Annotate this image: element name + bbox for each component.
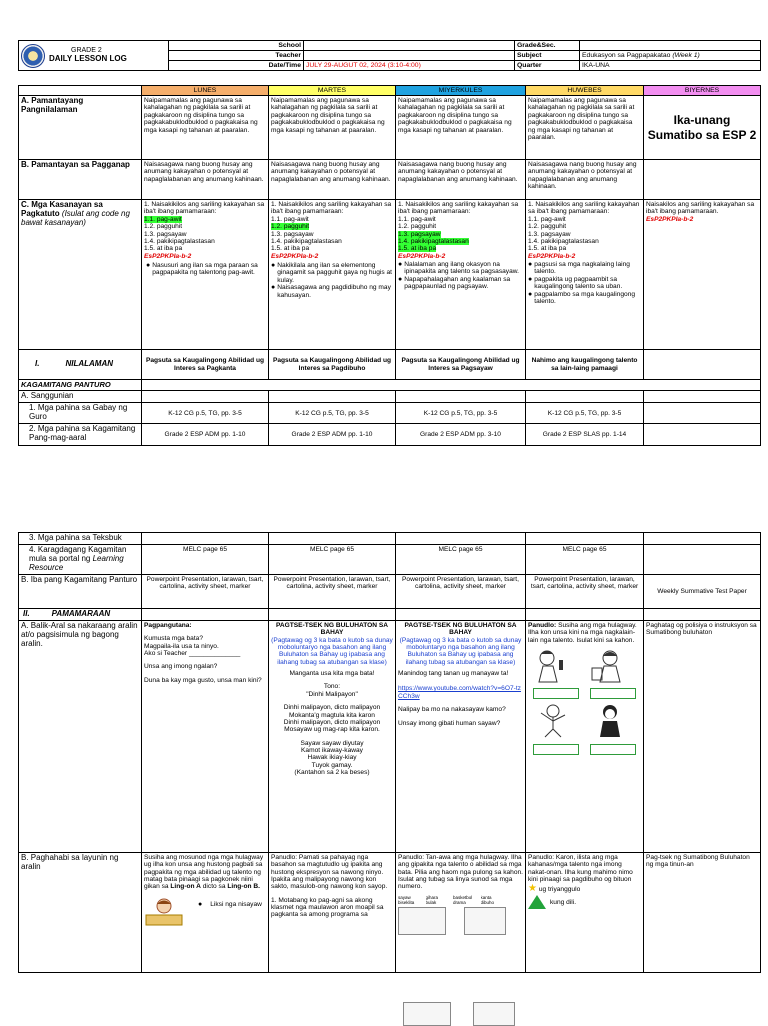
cell-tue: K-12 CG p.5, TG, pp. 3-5 [269,403,396,424]
row-label: A. Sanggunian [19,391,142,403]
cell-mon: Susiha ang mosunod nga mga hulagway ug ilha kon unsa ang hustong pagbati sa pagpakita ng mga abilidad ug talento ng matag bata pinaagi sa pagkonek niini gikan sa Ling-on A dicto sa Ling-on B. ● Liksi nga nisayaw [142,852,269,972]
child-dancing-picture [533,703,573,739]
cell-thu: Naisasagawa nang buong husay ang anumang kakayahan o potensyal at napaglalabanan ang anumang kahinaan. [526,160,644,200]
row-label: 3. Mga pahina sa Teksbuk [19,533,142,545]
cell-fri: Naisakilos ang sariling kakayahan sa iba't ibang pamamaraan. EsP2PKPIa-b-2 [644,200,761,350]
row-label: KAGAMITANG PANTURO [19,380,142,391]
triangle-icon [528,895,546,909]
cell-fri [644,350,761,380]
row-teksbuk [19,533,761,545]
row-pamantayan-sa-pagganap [19,160,761,200]
row-label: C. Mga Kasanayan sa Pagkatuto (Isulat ang code ng bawat kasanayan) [19,200,142,350]
cell-mon: Grade 2 ESP ADM pp. 1-10 [142,424,269,446]
cell-wed: Grade 2 ESP ADM pp. 3-10 [396,424,526,446]
cell-wed: K-12 CG p.5, TG, pp. 3-5 [396,403,526,424]
children-picture [398,907,446,935]
cell-mon: K-12 CG p.5, TG, pp. 3-5 [142,403,269,424]
row-balik-aral [19,620,761,852]
cell-fri-summative-title: Ika-unang Sumatibo sa ESP 2 [644,96,761,160]
cell-wed: Pagsuta sa Kaugalingong Abilidad ug Interes sa Pagsayaw [396,350,526,380]
row-label: B. Paghahabi sa layunin ng aralin [19,852,142,972]
row-mga-kasanayan [19,200,761,350]
cell-mon: Pagpangutana: Kumusta mga bata? Magpaila-ila usa ta ninyo. Ako si Teacher ______________ Unsa ang imong ngalan? Duna ba kay mga gusto, unsa man kini? [142,620,269,852]
cell-fri: Pag-tsek ng Sumatibong Buluhaton ng mga tinun-an [644,852,761,972]
row-sanggunian [19,391,761,403]
child-reading-picture [473,1002,515,1026]
subject-value: Edukasyon sa Pagpapakatao (Week 1) [580,51,761,61]
lesson-table-page2 [18,532,761,973]
cell-thu: Powerpoint Presentation, larawan, tsart, cartolina, activity sheet, marker [526,574,644,608]
cell-tue: 1. Naisakikilos ang sariling kakayahan sa iba't ibang pamamaraan: 1.1. pag-awit 1.2. pagguhit 1.3. pagsayaw 1.4. pakikipagtalastasan 1.5. at iba pa EsP2PKPIa-b-2 ● Nakikilala ang ilan sa elementong ginagamit sa pagguhit gaya ng hugis at kulay. ● Naisasagawa ang pagdidibuho ng may kahusayan. [269,200,396,350]
row-label: 4. Karagdagang Kagamitan mula sa portal ng Learning Resource [19,544,142,574]
star-icon: ★ [528,883,537,895]
teacher-label: Teacher [169,51,304,61]
cell-wed: 1. Naisakikilos ang sariling kakayahan sa iba't ibang pamamaraan: 1.1. pag-awit 1.2. pagguhit 1.3. pagsayaw 1.4. pakikipagtalastasan 1.5. at iba pa EsP2PKPIa-b-2 ● Nalalaman ang ilang okasyon na ipinapakita ang talento sa pagsasayaw. ● Napapahalagahan ang kaalaman sa pagpapaunlad ng pagsayaw. [396,200,526,350]
answer-box[interactable] [533,744,579,755]
header-table [18,40,761,71]
cell-tue: Naipamamalas ang pagunawa sa kahalagahan ng pagkilala sa sarili at pagkakaroon ng disiplina tungo sa pagkakabuklodbuklod o pagkakaisa ng mga kasapi ng tahanan at paaralan. [269,96,396,160]
row-karagdagang-kagamitan [19,544,761,574]
child-drawing-picture [590,648,630,684]
day-mon: LUNES [142,86,269,96]
lesson-log-top [18,40,760,446]
cell-thu: MELC page 65 [526,544,644,574]
answer-box[interactable] [590,744,636,755]
cell-thu: Grade 2 ESP SLAS pp. 1-14 [526,424,644,446]
cell-fri [644,403,761,424]
school-label: School [169,41,304,51]
cell-thu: K-12 CG p.5, TG, pp. 3-5 [526,403,644,424]
quarter-value: IKA-UNA [580,61,761,71]
cell-tue: MELC page 65 [269,544,396,574]
answer-box[interactable] [533,688,579,699]
deped-seal-cell [19,41,169,71]
cell-tue: Powerpoint Presentation, larawan, tsart, cartolina, activity sheet, marker [269,574,396,608]
cell-mon: Powerpoint Presentation, larawan, tsart, cartolina, activity sheet, marker [142,574,269,608]
day-tue: MARTES [269,86,396,96]
cell-mon: MELC page 65 [142,544,269,574]
lesson-table-page1 [18,85,761,446]
lesson-log-bottom [18,532,760,973]
subject-label: Subject [515,51,580,61]
word-box: sayaw gihara basketbol kanta biseklita bulak drama dibuho [398,894,495,905]
cell-mon: Pagsuta sa Kaugalingong Abilidad ug Interes sa Pagkanta [142,350,269,380]
day-fri: BIYERNES [644,86,761,96]
teacher-field[interactable] [304,51,515,61]
cell-fri [644,160,761,200]
cell-tue: Panudlo: Pamati sa pahayag nga basahon sa magtutudlo ug ipakita ang hustong ekspresyon sa nawong ninyo. Ipakita ang malipayong nawong kon sakto, masulob-ong nawong kon sayop. 1. Motabang ko pag-agni sa akong klasmet nga maulawon aron moapil sa pagkanta sa among programa sa [269,852,396,972]
log-title: DAILY LESSON LOG [49,53,127,63]
cell-wed: PAGTSE-TSEK NG BULUHATON SA BAHAY (Pagtawag og 3 ka bata o kutob sa dunay moboluntaryo nga basahon ang ilang Buluhaton sa Bahay ug ipabasa ang ilahang tubag sa atubangan sa klase) Manindog tang tanan ug manayaw ta! https://www.youtube.com/watch?v=6O7-tzCCh3w Nalipay ba mo na nakasayaw kamo? Unsay imong gibati human sayaw? [396,620,526,852]
cell-mon: Naisasagawa nang buong husay ang anumang kakayahan o potensyal at napaglalabanan ang anumang kahinaan. [142,160,269,200]
cell-thu: Panudlo: Susiha ang mga hulagway. Ilha kon unsa kini na mga nagkalain-lain nga talento. Isulat kini sa kahon. [526,620,644,852]
gradesec-label: Grade&Sec. [515,41,580,51]
day-wed: MIYERKULES [396,86,526,96]
cell-thu: Naipamamalas ang pagunawa sa kahalagahan ng pagkilala sa sarili at pagkakaroon ng disiplina tungo sa pagkakabuklodbuklod o pagkakaisa ng mga kasapi ng tahanan at paaralan. [526,96,644,160]
cell-tue: Grade 2 ESP ADM pp. 1-10 [269,424,396,446]
cell-thu: 1. Naisakikilos ang sariling kakayahan sa iba't ibang pamamaraan: 1.1. pag-awit 1.2. pagguhit 1.3. pagsayaw 1.4. pakikipagtalastasan 1.5. at iba pa EsP2PKPIa-b-2 ● pagsusi sa mga nagkalaing laing talento. ● pagpakita ug pagpaambit sa kaugalingong talento sa uban. ● pagpalambo sa mga kaugalingong talento. [526,200,644,350]
row-kagamitang-panturo [19,380,761,391]
row-gabay-ng-guro [19,403,761,424]
row-paghahabi [19,852,761,972]
deped-seal-icon [21,44,45,68]
cell-fri: Weekly Summative Test Paper [644,574,761,608]
row-label: A. Balik-Aral sa nakaraang aralin at/o pagsisimula ng bagong aralin. [19,620,142,852]
child-picture [464,907,506,935]
cell-thu: Panudlo: Karon, ilista ang mga kahanas/mga talento nga imong nakat-onan. Ilha kung mahimo nimo kini pinaagi sa pagdibuho og bituon ★ ug triyanggulo kung dili. [526,852,644,972]
row-label: A. Pamantayang Pangnilalaman [19,96,142,160]
cell-fri [644,544,761,574]
grade-label: GRADE 2 [71,47,102,55]
cell-tue: PAGTSE-TSEK NG BULUHATON SA BAHAY (Pagtawag og 3 ka bata o kutob sa dunay moboluntaryo nga basahon ang ilang Buluhaton sa Bahay ug ipabasa ang ilahang tubag sa atubangan sa klase) Manganta usa kita mga bata! Tono: "Dinhi Malipayon" Dinhi malipayon, dicto malipayon Mokanta'g magtula kita karon Dinhi malipayon, dicto malipayon Mosayaw ug mag-rap kita karon. Sayaw sayaw diyutay Kamot ikaway-kaway Hawak ikiay-kiay Tuyok gamay. (Kantahon sa 2 ka beses) [269,620,396,852]
cell-tue: Naisasagawa nang buong husay ang anumang kakayahan o potensyal at napaglalabanan ang anumang kahinaan. [269,160,396,200]
child-singing-picture [533,648,573,684]
cell-tue: Pagsuta sa Kaugalingong Abilidad ug Interes sa Pagdibuho [269,350,396,380]
cell-wed: Naipamamalas ang pagunawa sa kahalagahan ng pagkilala sa sarili at pagkakaroon ng disiplina tungo sa pagkakabuklodbuklod o pagkakaisa ng mga kasapi ng tahanan at paaralan. [396,96,526,160]
school-field[interactable] [304,41,515,51]
cell-fri [644,424,761,446]
gradesec-field[interactable] [580,41,761,51]
cell-fri: Paghatag og polisiya o instruksyon sa Sumatibong buluhaton [644,620,761,852]
row-label: 2. Mga pahina sa Kagamitang Pang-mag-aaral [19,424,142,446]
row-nilalaman [19,350,761,380]
answer-box[interactable] [590,688,636,699]
cell-thu: Nahimo ang kaugalingong talento sa lain-laing pamaagi [526,350,644,380]
youtube-link[interactable]: https://www.youtube.com/watch?v=6O7-tzCCh3w [398,685,521,700]
cell-wed: Naisasagawa nang buong husay ang anumang kakayahan o potensyal at napaglalabanan ang anumang kahinaan. [396,160,526,200]
cell-mon: Naipamamalas ang pagunawa sa kahalagahan ng pagkilala sa sarili at pagkakaroon ng disiplina tungo sa pagkakabuklodbuklod o pagkakaisa ng mga kasapi ng tahanan at paaralan. [142,96,269,160]
children-playing-picture [403,1002,451,1026]
row-pamantayang-pangnilalaman [19,96,761,160]
row-iba-pang-kagamitan [19,574,761,608]
child-acting-picture [590,703,630,739]
row-pamamaraan [19,608,761,620]
cell-mon: 1. Naisakikilos ang sariling kakayahan sa iba't ibang pamamaraan: 1.1. pag-awit 1.2. pagguhit 1.3. pagsayaw 1.4. pakikipagtalastasan 1.5. at iba pa EsP2PKPIa-b-2 ● Nasusuri ang ilan sa mga paraan sa pagpapakita ng talentong pag-awit. [142,200,269,350]
datetime-label: Date/Time [169,61,304,71]
row-label: B. Iba pang Kagamitang Panturo [19,574,142,608]
row-label: B. Pamantayan sa Pagganap [19,160,142,200]
cell-wed: MELC page 65 [396,544,526,574]
datetime-value: JULY 29-AUGUT 02, 2024 (3:10-4:00) [304,61,515,71]
row-label: 1. Mga pahina sa Gabay ng Guro [19,403,142,424]
cell-wed: Panudlo: Tan-awa ang mga hulagway. Ilha ang gipakita nga talento o abilidad sa mga bata. Pilia ang haom nga pulong sa kahon. Isulat ang tubag sa linya sunod sa mga numero. sayaw gihara basketbol kanta biseklita bulak drama dibuho [396,852,526,972]
row-kagamitang-pang-mag-aaral [19,424,761,446]
day-header-row [19,86,761,96]
day-thu: HUWEBES [526,86,644,96]
extra-pictures [403,1002,515,1026]
cell-wed: Powerpoint Presentation, larawan, tsart, cartolina, activity sheet, marker [396,574,526,608]
quarter-label: Quarter [515,61,580,71]
row-label: I. NILALAMAN [19,350,142,380]
child-with-books-picture [144,897,184,927]
row-label: II. PAMAMARAAN [19,608,142,620]
